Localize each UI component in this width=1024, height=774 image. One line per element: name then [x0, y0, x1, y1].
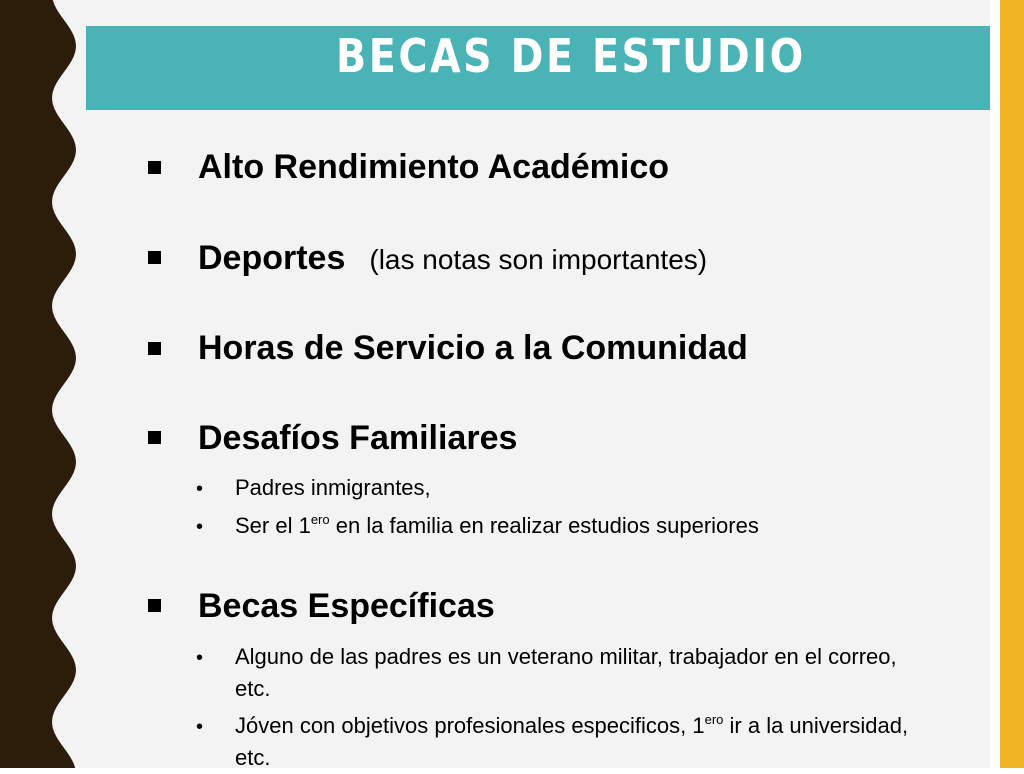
square-bullet-icon — [148, 342, 161, 355]
sub-item-padres-inmigrantes: Padres inmigrantes, — [235, 475, 431, 500]
sub-item-text: Ser el 1 — [235, 513, 311, 538]
sub-item-text: en la familia en realizar estudios superiores — [329, 513, 759, 538]
sub-item-superscript: ero — [310, 512, 330, 527]
list-item-desafios-familiares: Desafíos Familiares — [198, 419, 518, 457]
sub-item-objetivos-profesionales — [235, 710, 935, 774]
list-item-note: (las notas son importantes) — [369, 244, 708, 275]
sub-item-text: Jóven con objetivos profesionales especificos, 1 — [235, 713, 705, 738]
list-item-becas-especificas: Becas Específicas — [198, 587, 495, 625]
list-item-horas-servicio: Horas de Servicio a la Comunidad — [198, 329, 748, 367]
square-bullet-icon — [148, 251, 161, 264]
sub-item-veterano-militar: Alguno de las padres es un veterano militar, trabajador en el correo, etc. — [235, 644, 897, 701]
slide-title: BECAS DE ESTUDIO — [336, 29, 806, 83]
square-bullet-icon — [148, 161, 161, 174]
square-bullet-icon — [148, 431, 161, 444]
round-bullet-icon: • — [196, 516, 204, 538]
round-bullet-icon: • — [196, 716, 204, 738]
sub-item-primero-familia — [235, 510, 935, 542]
list-item-deportes — [198, 238, 707, 280]
square-bullet-icon — [148, 599, 161, 612]
list-item-alto-rendimiento: Alto Rendimiento Académico — [198, 148, 670, 186]
sub-item-text: ir a la universidad, etc. — [235, 713, 909, 770]
round-bullet-icon: • — [196, 478, 204, 500]
round-bullet-icon: • — [196, 647, 204, 669]
list-item-label: Deportes — [198, 239, 346, 277]
sub-item-superscript: ero — [704, 712, 724, 727]
